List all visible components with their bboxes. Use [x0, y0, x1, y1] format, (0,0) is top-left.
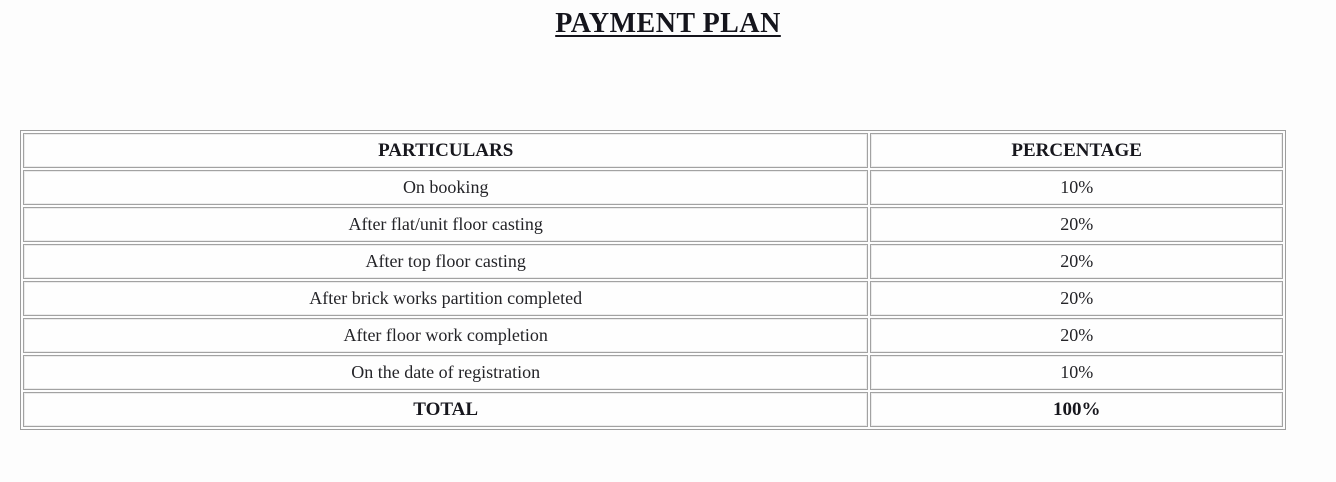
- percentage-cell: 20%: [870, 318, 1283, 353]
- column-header-percentage: PERCENTAGE: [870, 133, 1283, 168]
- percentage-cell: 10%: [870, 355, 1283, 390]
- payment-plan-table: [20, 130, 1286, 430]
- particulars-cell: On the date of registration: [23, 355, 868, 390]
- page-title: [0, 0, 1336, 40]
- percentage-cell: 20%: [870, 244, 1283, 279]
- particulars-cell: After flat/unit floor casting: [23, 207, 868, 242]
- particulars-cell: On booking: [23, 170, 868, 205]
- page-title-text: PAYMENT PLAN: [555, 8, 781, 39]
- percentage-cell: 20%: [870, 207, 1283, 242]
- percentage-cell: 10%: [870, 170, 1283, 205]
- column-header-particulars: PARTICULARS: [23, 133, 868, 168]
- table-row: [23, 207, 1283, 242]
- percentage-cell: 20%: [870, 281, 1283, 316]
- table-header-row: [23, 133, 1283, 168]
- particulars-cell: After brick works partition completed: [23, 281, 868, 316]
- table-row: [23, 355, 1283, 390]
- table-row: [23, 281, 1283, 316]
- particulars-cell: After top floor casting: [23, 244, 868, 279]
- table-row: [23, 318, 1283, 353]
- total-value-cell: 100%: [870, 392, 1283, 427]
- total-label-cell: TOTAL: [23, 392, 868, 427]
- particulars-cell: After floor work completion: [23, 318, 868, 353]
- table-total-row: [23, 392, 1283, 427]
- table-row: [23, 244, 1283, 279]
- table-row: [23, 170, 1283, 205]
